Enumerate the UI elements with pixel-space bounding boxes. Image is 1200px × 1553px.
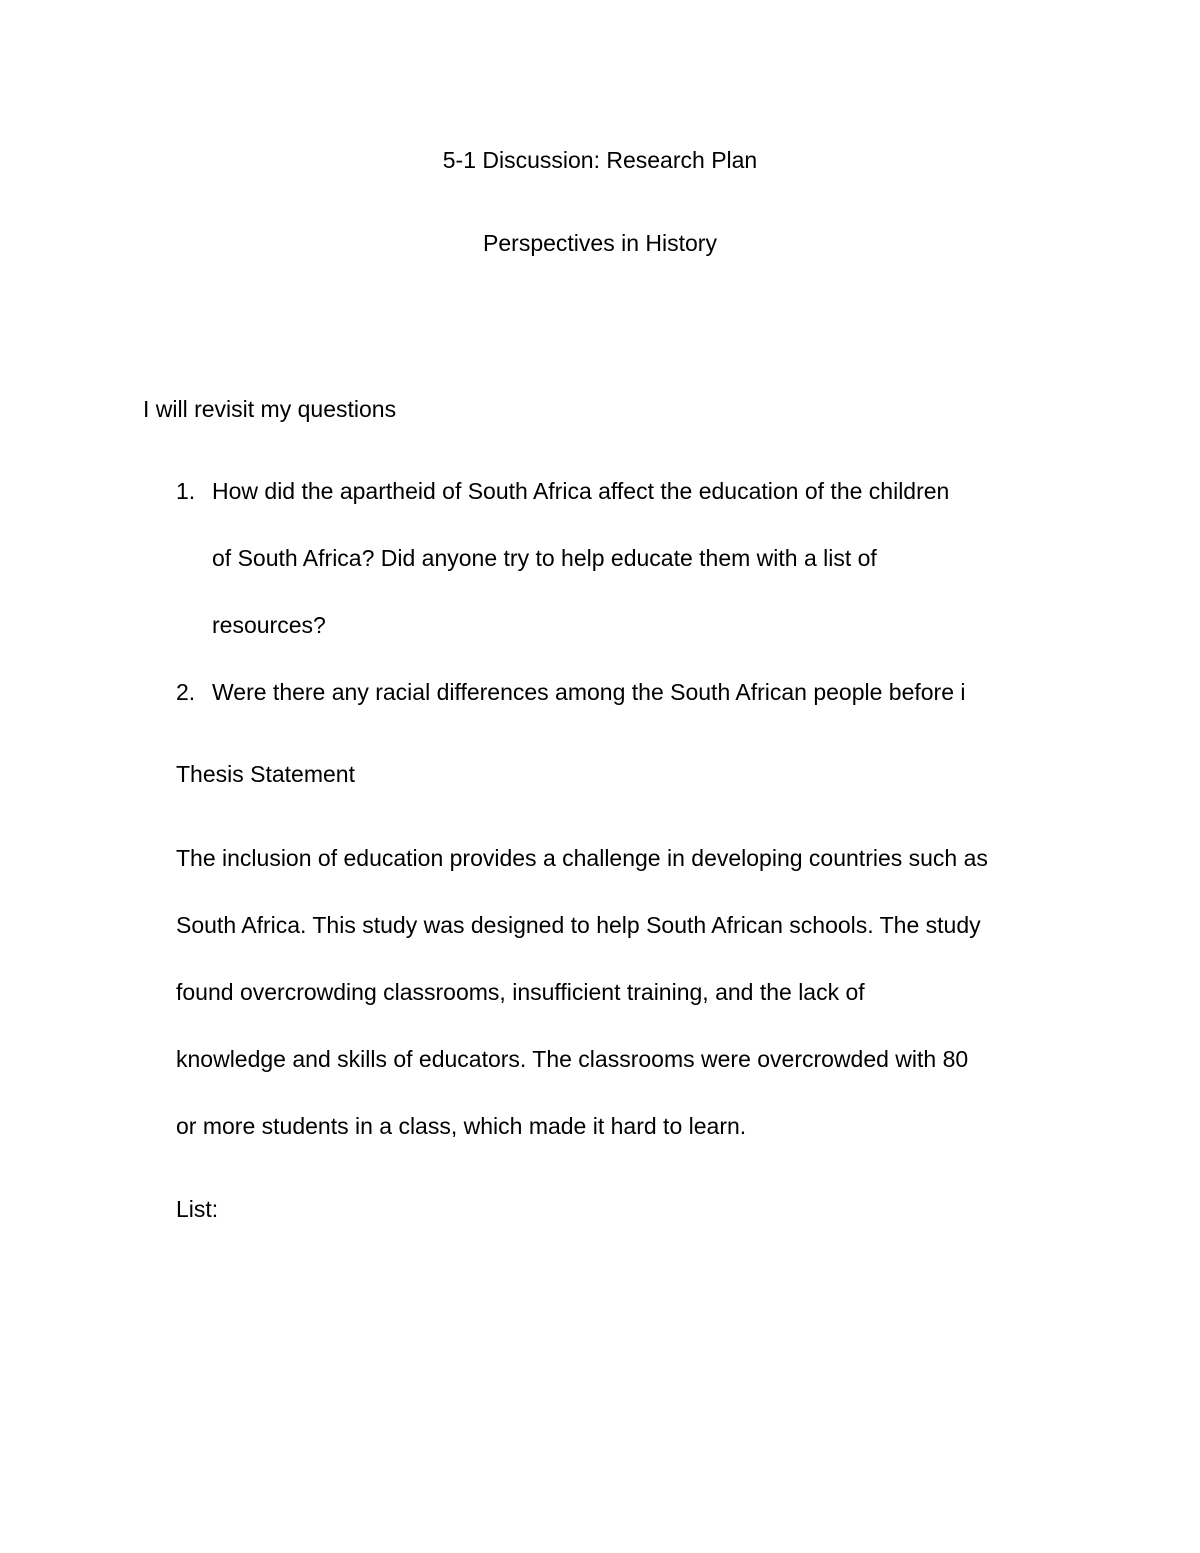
list-heading: List: — [176, 1196, 219, 1222]
document-subtitle: Perspectives in History — [483, 230, 717, 256]
question-line: Were there any racial differences among the South African people before i — [212, 679, 966, 705]
question-number: 2. — [176, 679, 196, 705]
thesis-line: found overcrowding classrooms, insufficient training, and the lack of — [176, 979, 865, 1005]
thesis-line: South Africa. This study was designed to help South African schools. The study — [176, 912, 981, 938]
thesis-line: knowledge and skills of educators. The classrooms were overcrowded with 80 — [176, 1046, 969, 1072]
question-number: 1. — [176, 478, 196, 504]
document-title: 5-1 Discussion: Research Plan — [442, 147, 758, 173]
thesis-line: or more students in a class, which made it hard to learn. — [176, 1113, 747, 1139]
question-line: How did the apartheid of South Africa affect the education of the children — [212, 478, 950, 504]
intro-text: I will revisit my questions — [143, 396, 397, 422]
question-line: resources? — [212, 612, 326, 638]
thesis-line: The inclusion of education provides a challenge in developing countries such as — [176, 845, 988, 871]
question-line: of South Africa? Did anyone try to help educate them with a list of — [212, 545, 877, 571]
thesis-heading: Thesis Statement — [176, 761, 355, 787]
